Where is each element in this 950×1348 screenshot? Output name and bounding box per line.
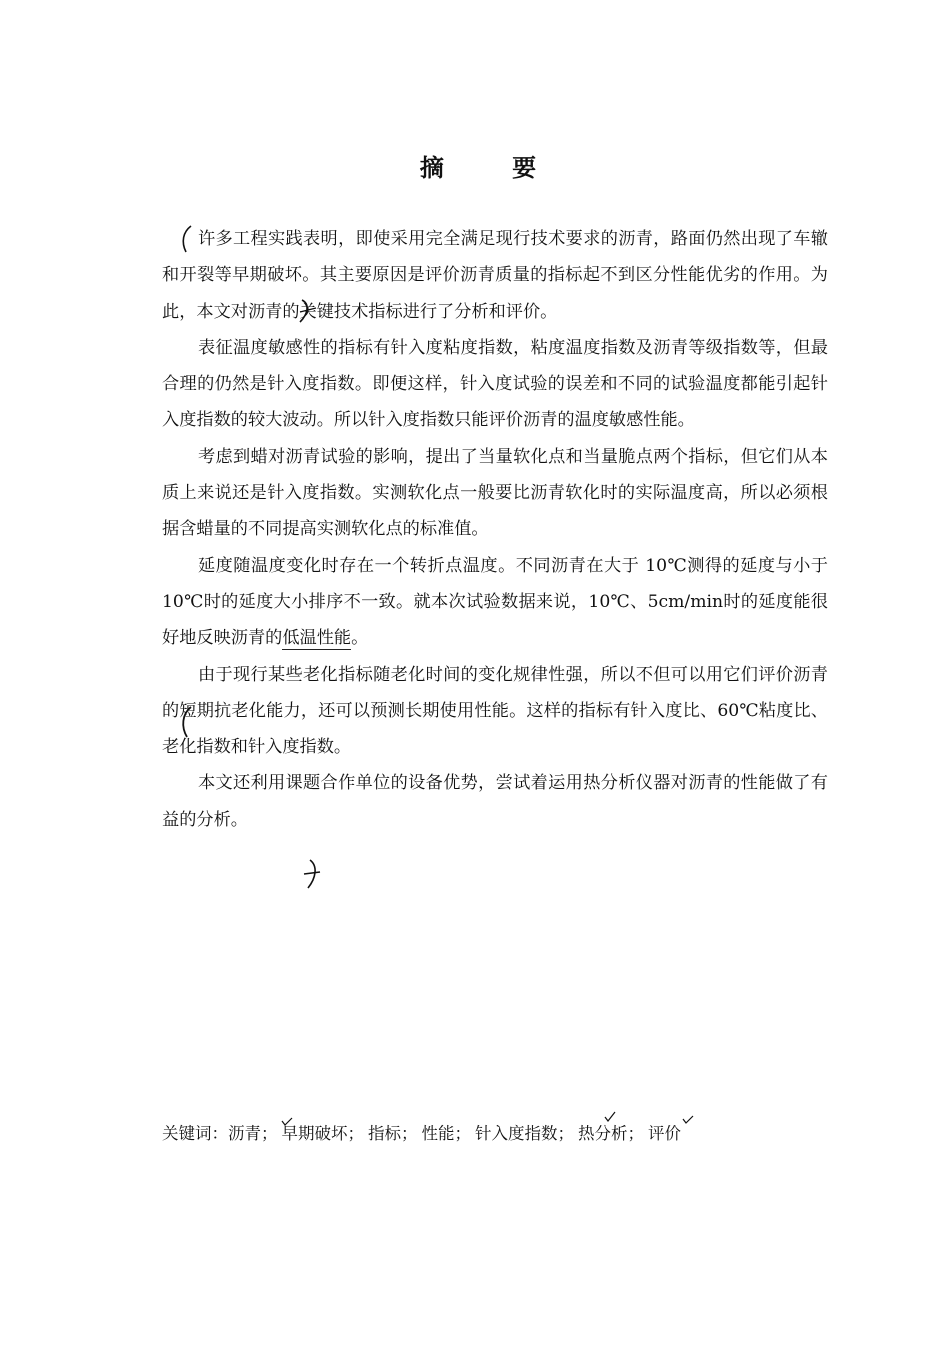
keyword-item: 评价 bbox=[648, 1124, 681, 1143]
abstract-body bbox=[162, 221, 828, 838]
keywords-label: 关键词： bbox=[162, 1124, 228, 1143]
paragraph-4-text: 延度随温度变化时存在一个转折点温度。不同沥青在大于 10℃测得的延度与小于 10℃时的延度大小排序不一致。就本次试验数据来说，10℃、5cm/min时的延度能很好地反映沥青的 bbox=[162, 555, 828, 649]
paragraph-1: 许多工程实践表明，即使采用完全满足现行技术要求的沥青，路面仍然出现了车辙和开裂等早期破坏。其主要原因是评价沥青质量的指标起不到区分性能优劣的作用。为此，本文对沥青的关键技术指标进行了分析和评价。 bbox=[162, 229, 828, 322]
keyword-item: 针入度指数； bbox=[475, 1124, 574, 1143]
paragraph-6: 本文还利用课题合作单位的设备优势，尝试着运用热分析仪器对沥青的性能做了有益的分析。 bbox=[162, 773, 828, 830]
handwritten-close-bracket-2 bbox=[302, 856, 324, 892]
keyword-item: 指标； bbox=[368, 1124, 418, 1143]
paragraph-5: 由于现行某些老化指标随老化时间的变化规律性强，所以不但可以用它们评价沥青的短期抗老化能力，还可以预测长期使用性能。这样的指标有针入度比、60℃粘度比、老化指数和针入度指数。 bbox=[162, 664, 828, 758]
underlined-phrase: 低温性能 bbox=[282, 628, 352, 649]
paragraph-4 bbox=[162, 548, 828, 657]
paragraph-3: 考虑到蜡对沥青试验的影响，提出了当量软化点和当量脆点两个指标，但它们从本质上来说还是针入度指数。实测软化点一般要比沥青软化时的实际温度高，所以必须根据含蜡量的不同提高实测软化点的标准值。 bbox=[162, 446, 828, 540]
keyword-item: 热分析； bbox=[578, 1124, 644, 1143]
keyword-item: 性能； bbox=[421, 1124, 471, 1143]
keywords-line bbox=[162, 1122, 862, 1146]
paragraph-4-end: 。 bbox=[351, 628, 369, 649]
keyword-item: 沥青； bbox=[228, 1124, 278, 1143]
keyword-item: 早期破坏； bbox=[281, 1124, 364, 1143]
page-title: 摘 要 bbox=[419, 154, 567, 182]
paragraph-2: 表征温度敏感性的指标有针入度粘度指数，粘度温度指数及沥青等级指数等，但最合理的仍然是针入度指数。即便这样，针入度试验的误差和不同的试验温度都能引起针入度指数的较大波动。所以针入度指数只能评价沥青的温度敏感性能。 bbox=[162, 337, 828, 431]
